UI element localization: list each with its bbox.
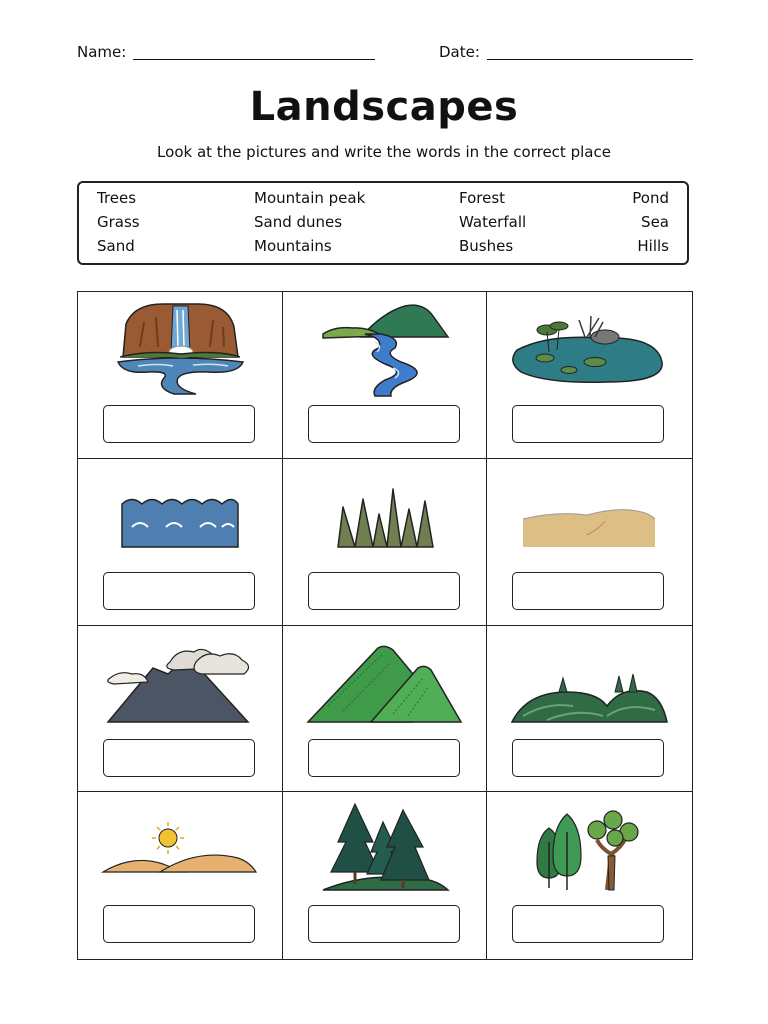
word-bank-item: Hills — [637, 237, 669, 255]
name-line[interactable] — [133, 59, 375, 60]
grid-cell-mountain-peak — [78, 626, 283, 793]
grid-cell-sand-dunes — [78, 792, 283, 959]
page-title: Landscapes — [249, 84, 519, 130]
word-bank-item: Sand dunes — [254, 213, 343, 231]
mountains-icon — [283, 626, 488, 736]
grid-cell-pond — [487, 292, 692, 459]
grid-cell-waterfall — [78, 292, 283, 459]
name-label: Name: — [77, 43, 127, 61]
date-label: Date: — [439, 43, 480, 61]
forest-icon — [283, 792, 488, 902]
pond-icon — [487, 292, 692, 402]
word-bank-item: Mountain peak — [254, 189, 366, 207]
picture-grid — [77, 291, 693, 960]
grid-cell-forest — [283, 792, 488, 959]
grass-icon — [283, 459, 488, 569]
grid-cell-sea — [78, 459, 283, 626]
sand-icon — [487, 459, 692, 569]
grid-cell-sand — [487, 459, 692, 626]
answer-box[interactable] — [103, 572, 255, 610]
word-bank — [77, 181, 689, 265]
grid-cell-trees — [487, 792, 692, 959]
instructions: Look at the pictures and write the words in the correct place — [157, 143, 611, 161]
answer-box[interactable] — [308, 739, 460, 777]
hills-icon — [487, 626, 692, 736]
answer-box[interactable] — [512, 405, 664, 443]
answer-box[interactable] — [512, 905, 664, 943]
answer-box[interactable] — [308, 572, 460, 610]
river-icon — [283, 292, 488, 402]
answer-box[interactable] — [103, 739, 255, 777]
answer-box[interactable] — [308, 905, 460, 943]
answer-box[interactable] — [103, 405, 255, 443]
word-bank-item: Sea — [641, 213, 669, 231]
mountain-peak-icon — [78, 626, 283, 736]
word-bank-item: Bushes — [459, 237, 514, 255]
answer-box[interactable] — [512, 739, 664, 777]
word-bank-item: Waterfall — [459, 213, 527, 231]
grid-cell-river — [283, 292, 488, 459]
word-bank-item: Pond — [632, 189, 669, 207]
answer-box[interactable] — [103, 905, 255, 943]
word-bank-item: Sand — [97, 237, 135, 255]
waterfall-icon — [78, 292, 283, 402]
word-bank-item: Mountains — [254, 237, 332, 255]
grid-cell-mountains — [283, 626, 488, 793]
sea-icon — [78, 459, 283, 569]
answer-box[interactable] — [512, 572, 664, 610]
answer-box[interactable] — [308, 405, 460, 443]
grid-cell-hills — [487, 626, 692, 793]
word-bank-item: Forest — [459, 189, 506, 207]
word-bank-item: Trees — [97, 189, 137, 207]
grid-cell-grass — [283, 459, 488, 626]
sand-dunes-icon — [78, 792, 283, 902]
date-line[interactable] — [487, 59, 693, 60]
word-bank-item: Grass — [97, 213, 140, 231]
trees-icon — [487, 792, 692, 902]
